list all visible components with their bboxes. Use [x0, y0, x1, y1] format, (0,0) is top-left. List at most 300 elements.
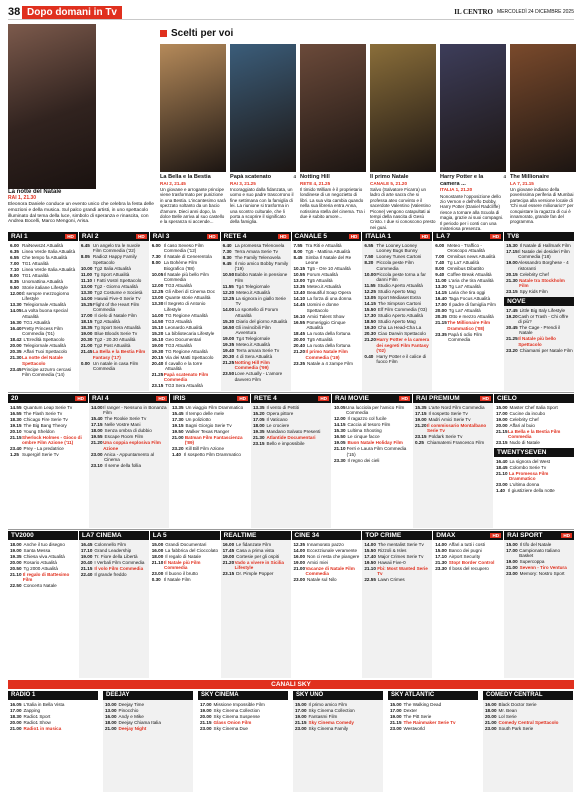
sky-channel-header: SKY CINEMA [198, 691, 288, 700]
program-time: 13.00 [151, 295, 164, 301]
program-title: Chicago Fire Serie Tv [23, 417, 68, 422]
program-time: 8.00 [10, 273, 19, 278]
program-title: L'ultima donna [509, 482, 540, 488]
program-row [485, 714, 572, 719]
program-row [485, 702, 572, 707]
program-title: Pretty Princess Film Commedia ('01) [22, 325, 63, 337]
program-time: 14.00 [151, 312, 164, 318]
program-time: 17.00 [435, 302, 447, 308]
channel-header [413, 394, 493, 403]
program-row [334, 422, 411, 427]
program-title: Bagni Giorgio Serie Tv [185, 423, 232, 428]
program-row [10, 726, 97, 731]
program-title: Mandano Salvato Presenti [266, 429, 321, 434]
program-row [10, 548, 77, 553]
program-time: 19.15 [172, 423, 184, 428]
program-row [415, 417, 492, 422]
program-time: 13.30 [435, 284, 447, 290]
program-row [435, 260, 502, 265]
program-time: 14.05 [10, 308, 22, 314]
program-row [223, 354, 290, 359]
program-row [81, 278, 148, 283]
program-title: Il Segreto di Antonio Lifestyle [164, 301, 206, 312]
program-row [295, 720, 382, 725]
program-time: 23.00 [485, 726, 497, 731]
program-row [435, 314, 502, 319]
program-title: Harry Potter e il calice di fuoco Film [376, 354, 427, 365]
program-row [105, 702, 192, 707]
program-title: Cortesie per gli ospiti [236, 554, 280, 559]
program-row [435, 254, 502, 259]
movie-photo [440, 44, 506, 172]
program-row [223, 307, 290, 318]
program-time: 20.00 [435, 308, 447, 314]
program-time: 15.10 [151, 324, 164, 330]
channel-schedule [292, 540, 362, 678]
program-title: South Park Serie [498, 726, 534, 731]
program-row [10, 308, 77, 319]
program-row [10, 249, 77, 254]
channel-header [292, 531, 362, 540]
section-title: Dopo domani in Tv [22, 6, 122, 19]
program-title: Quantum Leap Serie Tv [23, 405, 73, 410]
program-time: 1.40 [496, 488, 505, 494]
program-row [81, 542, 148, 547]
program-row [253, 441, 330, 446]
channel-name: CANALE 5 [294, 233, 328, 240]
sky-channel-header: DEEJAY [103, 691, 193, 700]
program-title: Caccia al tesoro Film [347, 422, 391, 428]
program-time: 7.55 [293, 243, 303, 248]
program-title: Meteo.it Attualità [236, 342, 271, 348]
program-title: Walker Texas Ranger [185, 429, 230, 434]
program-title: Il Natale di Cenerentola [163, 254, 212, 260]
program-time: 23.15 [415, 434, 427, 440]
program-time: 18.50 [364, 319, 376, 325]
program-time: 14.00 [435, 542, 447, 547]
program-row [294, 302, 361, 313]
program-time: 10.00 [80, 265, 93, 271]
program-time: 17.05 [253, 417, 265, 422]
program-row [506, 289, 573, 294]
program-title: Campionato Italiano Basket [519, 548, 560, 559]
program-time: 17.00 [295, 708, 307, 713]
program-time: 14.45 [293, 302, 305, 308]
program-title: La signora in giallo Serie Tv [235, 295, 286, 307]
program-time: 18.00 [253, 423, 265, 428]
program-time: 13.30 [151, 301, 164, 307]
program-title: Affari a tutti i costi [448, 542, 485, 547]
program-row [10, 243, 77, 248]
program-time: 10.00 [105, 702, 117, 707]
channel-name: REALTIME [223, 532, 257, 539]
program-time: 8.20 [364, 260, 374, 266]
movie-title-text: Harry Potter e la camera ... [440, 174, 484, 187]
program-row [200, 702, 287, 707]
program-title: Radio1 in musica [23, 726, 62, 731]
program-title: La forza di una donna [307, 296, 352, 302]
program-time: 21.10 [496, 470, 508, 476]
program-time: 1.25 [10, 452, 19, 458]
program-time: 14.50 [151, 318, 164, 324]
program-title: Principe azzurro cercasi Film Commedia ('14) [22, 366, 72, 378]
program-title: Piccola peste Film Commedia [376, 260, 414, 271]
program-row [152, 295, 219, 300]
program-title: La Bella e la Bestia Film Fantasy ('17) [92, 349, 146, 360]
program-time: 18.30 [10, 714, 22, 719]
program-row [200, 726, 287, 731]
program-title: Tg5 Attualità [307, 278, 333, 284]
program-row [10, 452, 87, 457]
program-row [81, 319, 148, 324]
channel-schedule [362, 540, 432, 678]
program-title: Terra amara Serie Tv [236, 348, 280, 354]
program-time: 17.45 [222, 548, 235, 553]
program-title: TG3 Attualità [165, 283, 192, 289]
program-time: 13.05 [364, 295, 376, 301]
program-row [364, 325, 431, 330]
movie-vote: 4 [503, 174, 506, 179]
program-title: Notting Hill Film Commedia ('99) [234, 360, 270, 371]
program-time: 21.00 [80, 343, 93, 349]
program-row [152, 548, 219, 553]
channel-header [150, 232, 220, 241]
channel-tag: HD [67, 234, 74, 239]
program-row [152, 243, 219, 254]
program-title: Sevenn - Tiro Ventura [519, 565, 567, 571]
program-title: Linea Verde Italia Attualità [22, 267, 76, 272]
program-row [435, 284, 502, 289]
program-title: Il cielo di Natale Film [94, 313, 137, 319]
program-title: Missione Impossible Film [213, 702, 265, 707]
program-time: 16.05 [10, 702, 22, 707]
program-title: Il Natale Film [163, 577, 191, 583]
program-row [10, 326, 77, 337]
program-time: 10.05 [151, 271, 164, 277]
movie-text: Salvo (Salvatore Ficarra) un ladro di arte sacra che si professa ateo convinto e il sacerdote Valentino (Valentino Picone) vengono catapultati ai tempi della nascita di Gesù Cristo. I due si conoscono presto nei guai. [370, 187, 436, 230]
program-time: 7.10 [10, 267, 19, 272]
program-row [10, 708, 97, 713]
program-title: Tg5 - Mattina Attualità [305, 249, 351, 254]
program-row [506, 243, 573, 248]
program-time: 21.00 [105, 726, 117, 731]
program-time: 0.30 [151, 577, 161, 583]
program-time: 11.00 [435, 278, 447, 284]
movie-card [300, 44, 366, 219]
program-time: 19.00 [222, 336, 235, 342]
program-row [294, 290, 361, 295]
program-row [364, 577, 431, 582]
program-title: Natale sul Nilo [307, 577, 337, 583]
program-title: Celebrity Chef [509, 417, 539, 422]
program-title: Laria che tira oggi [448, 290, 486, 296]
program-row [81, 266, 148, 271]
program-title: Il tifo del Natale [519, 542, 552, 547]
program-title: The mentalist Serie Tv [377, 542, 424, 547]
sky-channel-header: COMEDY CENTRAL [483, 691, 573, 700]
program-time: 15.30 [222, 318, 235, 324]
movie-title-text: The Millionaire [510, 174, 550, 180]
program-title: Chiamami per Natale Film [519, 347, 573, 353]
program-title: Grandi Documentari [165, 542, 207, 547]
movie-card [440, 44, 506, 231]
program-title: Leonardo Attualità [165, 324, 203, 330]
channel-schedule [150, 540, 220, 678]
program-row [81, 296, 148, 301]
channel-header [362, 531, 432, 540]
program-time: 16.10 [293, 313, 305, 319]
program-row [364, 319, 431, 324]
program-time: 20.50 [10, 566, 22, 571]
program-title: L'Italia in Bella Vista [23, 702, 65, 707]
program-title: Amici miei [307, 560, 328, 565]
program-row [364, 307, 431, 312]
program-time: 15.30 [334, 428, 346, 434]
program-title: Otto e mezzo Attualità [448, 314, 494, 320]
program-row [435, 566, 502, 571]
program-title: Le cinque facce [347, 434, 380, 440]
channel-name: DMAX [436, 532, 456, 539]
program-time: 21.00 [10, 726, 22, 731]
program-row [364, 354, 431, 365]
program-title: La Promessa Film Drammatico [508, 470, 549, 482]
program-time: 7.00 [435, 254, 445, 260]
program-title: Chiesa viva Attualità [23, 554, 65, 559]
channel-name: TV2000 [11, 532, 34, 539]
program-row [10, 405, 87, 410]
program-time: 21.20 [415, 423, 427, 428]
program-title: Studio Aperto Mag [377, 319, 416, 325]
program-title: TG1 Attualità [23, 319, 51, 325]
program-time: 23.00 [293, 577, 305, 583]
program-time: 17.00 [80, 313, 93, 319]
program-title: Escape Room Film [104, 434, 144, 440]
page-number: 38 [8, 6, 21, 19]
program-time: 18.15 [80, 319, 93, 325]
program-time: 20.35 [10, 349, 22, 355]
program-title: Piccola peste torna a far danni Film [376, 271, 426, 283]
program-title: Il giustiziere della notte [508, 488, 555, 494]
program-time: 21.10 [364, 566, 376, 571]
program-row [10, 542, 77, 547]
program-row [334, 434, 411, 439]
program-title: Papà ti odio Film Commedia [448, 331, 483, 343]
program-time: 12.25 [151, 289, 164, 295]
program-time: 11.55 [364, 283, 376, 289]
program-row [10, 429, 87, 434]
program-time: 13.00 [293, 278, 305, 284]
program-title: Il ragazzo col fucile [347, 416, 387, 422]
program-title: Il Natale dei desideri Film Commedia ('18) [518, 249, 570, 260]
program-row [152, 283, 219, 288]
program-row [334, 405, 411, 416]
program-title: Buon Natale Holiday Film [347, 440, 403, 446]
program-time: 18.45 [496, 464, 508, 470]
channel-header [292, 232, 362, 241]
program-title: Lo sportello di Forum Attualità [234, 307, 279, 318]
scelti-title: Scelti per voi [171, 28, 234, 39]
program-row [390, 708, 477, 713]
program-time: 10.15 [293, 266, 305, 272]
program-title: Rosario Attualità [23, 560, 57, 565]
program-time: 16.45 [80, 542, 93, 547]
channel-tag: HD [563, 533, 570, 538]
program-time: 6.00 [151, 243, 161, 248]
program-title: Una coppia esplosiva Film Azione [103, 440, 161, 451]
program-title: Sky Cinema Family [308, 726, 349, 731]
program-time: 23.40 [10, 446, 22, 452]
program-title: Il commissario Montalbano Serie Tv [427, 423, 487, 434]
program-row [294, 349, 361, 360]
program-time: 12.25 [364, 289, 376, 295]
program-time: 17.40 [364, 554, 376, 559]
program-title: Alessandro Borghese - 4 ristoranti [518, 260, 569, 271]
program-title: La fabbrica del Cioccolato [165, 548, 219, 553]
program-row [91, 452, 168, 463]
program-time: 16.55 [10, 411, 22, 416]
program-title: Airport Security [448, 554, 481, 559]
program-row [105, 708, 192, 713]
program-time: 16.00 [485, 702, 497, 707]
program-row [506, 548, 573, 559]
program-row [81, 343, 148, 348]
program-title: Hawaii Five-0 Serie Tv [94, 295, 141, 301]
program-time: 18.00 [91, 428, 103, 434]
program-row [152, 331, 219, 336]
program-time: 12.00 [10, 291, 22, 296]
program-time: 12.25 [222, 295, 235, 301]
masthead [454, 8, 574, 16]
program-time: 20.30 [364, 331, 376, 337]
program-row [152, 313, 219, 318]
program-time: 13.00 [80, 283, 93, 289]
program-time: 14.00 [364, 542, 376, 547]
program-row [10, 720, 97, 725]
program-time: 16.00 [293, 554, 305, 559]
program-row [91, 422, 168, 427]
program-row [91, 434, 168, 439]
sky-channel-header: RADIO 1 [8, 691, 98, 700]
program-title: Colonnello Film [94, 542, 127, 547]
program-title: Babbo Natale in pensione Film [234, 272, 288, 283]
program-title: Il boss del recupero [448, 566, 489, 571]
program-title: Affari Tuoi Spettacolo [23, 349, 68, 355]
channel-name: TOP CRIME [365, 532, 402, 539]
program-time: 21.15 [200, 720, 212, 725]
program-row [152, 272, 219, 283]
program-time: 23.00 [295, 726, 307, 731]
movie-meta: RAI 2, 21.45 [160, 180, 186, 186]
program-time: 21.25 [151, 372, 164, 378]
program-row [223, 560, 290, 571]
program-time: 23.30 [435, 566, 447, 571]
program-time: 17.00 [10, 708, 22, 713]
program-time: 13.30 [10, 302, 22, 308]
program-row [334, 440, 411, 445]
program-row [10, 583, 77, 588]
program-time: 23.45 [10, 366, 22, 372]
program-title: Unomattina Attualità [22, 279, 64, 284]
program-title: Celebrity Chef [519, 271, 549, 277]
program-time: 0.25 [415, 440, 424, 446]
program-time: 17.00 [390, 708, 402, 713]
program-title: Mr. Bean [498, 708, 517, 713]
program-time: 13.35 [172, 405, 184, 410]
program-row [10, 255, 77, 260]
program-title: Terra Amara Serie Tv [234, 249, 278, 254]
program-title: Innamorato pazzo [307, 542, 344, 547]
channel-name: RAI 3 [152, 233, 170, 240]
program-time: 6.40 [222, 243, 232, 248]
program-title: Non ci resta che piangere [307, 554, 360, 559]
program-title: La ruota della fortuna [307, 343, 351, 349]
program-time: 15.50 [364, 307, 376, 313]
channel-row-2-header [8, 394, 574, 403]
program-title: Supergirl Serie Tv [22, 452, 59, 458]
program-row [364, 548, 431, 553]
program-row [10, 285, 77, 290]
program-row [91, 428, 168, 433]
program-time: 19.30 [364, 325, 376, 331]
channel-name: LA 5 [152, 532, 167, 539]
program-time: 23.00 [390, 726, 402, 731]
program-time: 20.30 [222, 354, 235, 360]
program-row [435, 308, 502, 313]
program-row [10, 343, 77, 348]
program-title: Tg2 Costume e Società [94, 289, 143, 295]
program-time: 15.20 [253, 411, 265, 416]
program-time: 23.15 [496, 440, 508, 446]
movie-card [230, 44, 296, 225]
program-row [294, 314, 361, 319]
program-row [81, 548, 148, 553]
program-time: 20.35 [435, 314, 447, 320]
program-title: Tg Sport Sera Attualità [94, 325, 141, 331]
program-time: 19.00 [506, 260, 518, 266]
program-title: È sempre mezzogiorno Lifestyle [22, 291, 70, 302]
program-time: 21.00 [485, 720, 497, 725]
program-row [152, 560, 219, 571]
program-row [223, 319, 290, 324]
program-title: La ruota della fortuna [307, 331, 351, 337]
program-title: Pinocchio [118, 708, 139, 713]
movie-text: Incoraggiato dalla fidanzata, un uomo e suo padre trascorrono il fine settimana con la famiglia di lei. La riunione si trasforma in una scontro culturale, che li porta a scoprire il significato della famiglia. [230, 187, 294, 225]
program-title: La promessa Telenovela [234, 243, 285, 248]
program-time: 19.00 [222, 554, 235, 559]
program-row [435, 332, 502, 343]
movie-photo [230, 44, 296, 172]
program-row [253, 435, 330, 440]
program-row [10, 355, 77, 366]
program-title: Radio1 Sport [23, 714, 51, 719]
program-title: Il volo Film Commedia [94, 566, 144, 571]
program-title: Sport Mediaset Extra [377, 295, 421, 301]
channel-tag: HD [401, 396, 408, 401]
sky-channel-schedule [388, 700, 478, 792]
program-row [10, 267, 77, 272]
program-row [91, 416, 168, 421]
program-time: 8.30 [222, 255, 232, 260]
program-row [172, 405, 249, 410]
program-title: Il caso Seveso Film Commedia ('12) [163, 243, 204, 254]
program-row [294, 320, 361, 331]
program-title: Concerto Natale [23, 583, 57, 589]
program-title: Dr. Pimple Popper [236, 571, 274, 577]
program-row [294, 337, 361, 342]
program-time: 9.40 [435, 272, 445, 278]
program-time: 8.00 [293, 249, 303, 254]
program-row [81, 560, 148, 565]
